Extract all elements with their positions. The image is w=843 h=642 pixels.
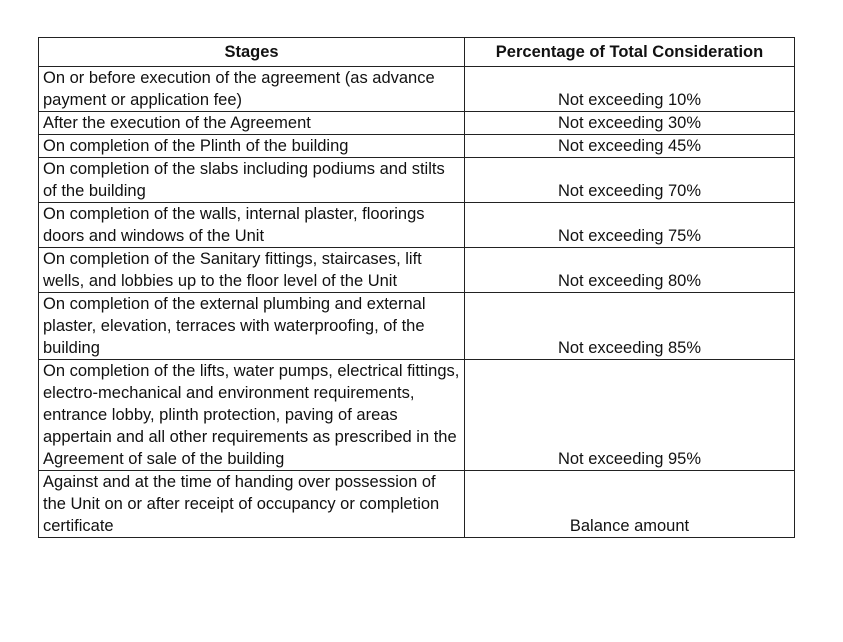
percentage-column-header: Percentage of Total Consideration <box>465 38 795 67</box>
percentage-cell: Not exceeding 30% <box>465 112 795 135</box>
table-body <box>39 67 795 538</box>
percentage-cell: Balance amount <box>465 471 795 538</box>
table-row <box>39 293 795 360</box>
stage-cell: On completion of the Sanitary fittings, staircases, lift wells, and lobbies up to the floor level of the Unit <box>39 248 465 293</box>
percentage-cell: Not exceeding 95% <box>465 360 795 471</box>
percentage-cell: Not exceeding 80% <box>465 248 795 293</box>
table-row <box>39 203 795 248</box>
payment-schedule-table <box>38 37 795 538</box>
percentage-cell: Not exceeding 10% <box>465 67 795 112</box>
stage-cell: On completion of the Plinth of the building <box>39 135 465 158</box>
table-row <box>39 360 795 471</box>
stages-column-header: Stages <box>39 38 465 67</box>
stage-cell: On completion of the walls, internal plaster, floorings doors and windows of the Unit <box>39 203 465 248</box>
table-row <box>39 67 795 112</box>
stage-cell: After the execution of the Agreement <box>39 112 465 135</box>
table-row <box>39 135 795 158</box>
percentage-cell: Not exceeding 85% <box>465 293 795 360</box>
percentage-cell: Not exceeding 75% <box>465 203 795 248</box>
table-row <box>39 471 795 538</box>
table-row <box>39 112 795 135</box>
stage-cell: On completion of the slabs including podiums and stilts of the building <box>39 158 465 203</box>
header-row <box>39 38 795 67</box>
table-header <box>39 38 795 67</box>
stage-cell: On or before execution of the agreement (as advance payment or application fee) <box>39 67 465 112</box>
stage-cell: Against and at the time of handing over possession of the Unit on or after receipt of occupancy or completion certificate <box>39 471 465 538</box>
percentage-cell: Not exceeding 70% <box>465 158 795 203</box>
percentage-cell: Not exceeding 45% <box>465 135 795 158</box>
stage-cell: On completion of the lifts, water pumps, electrical fittings, electro-mechanical and environment requirements, entrance lobby, plinth protection, paving of areas appertain and all other requirements as prescribed in the Agreement of sale of the building <box>39 360 465 471</box>
table-row <box>39 158 795 203</box>
table-row <box>39 248 795 293</box>
stage-cell: On completion of the external plumbing and external plaster, elevation, terraces with waterproofing, of the building <box>39 293 465 360</box>
